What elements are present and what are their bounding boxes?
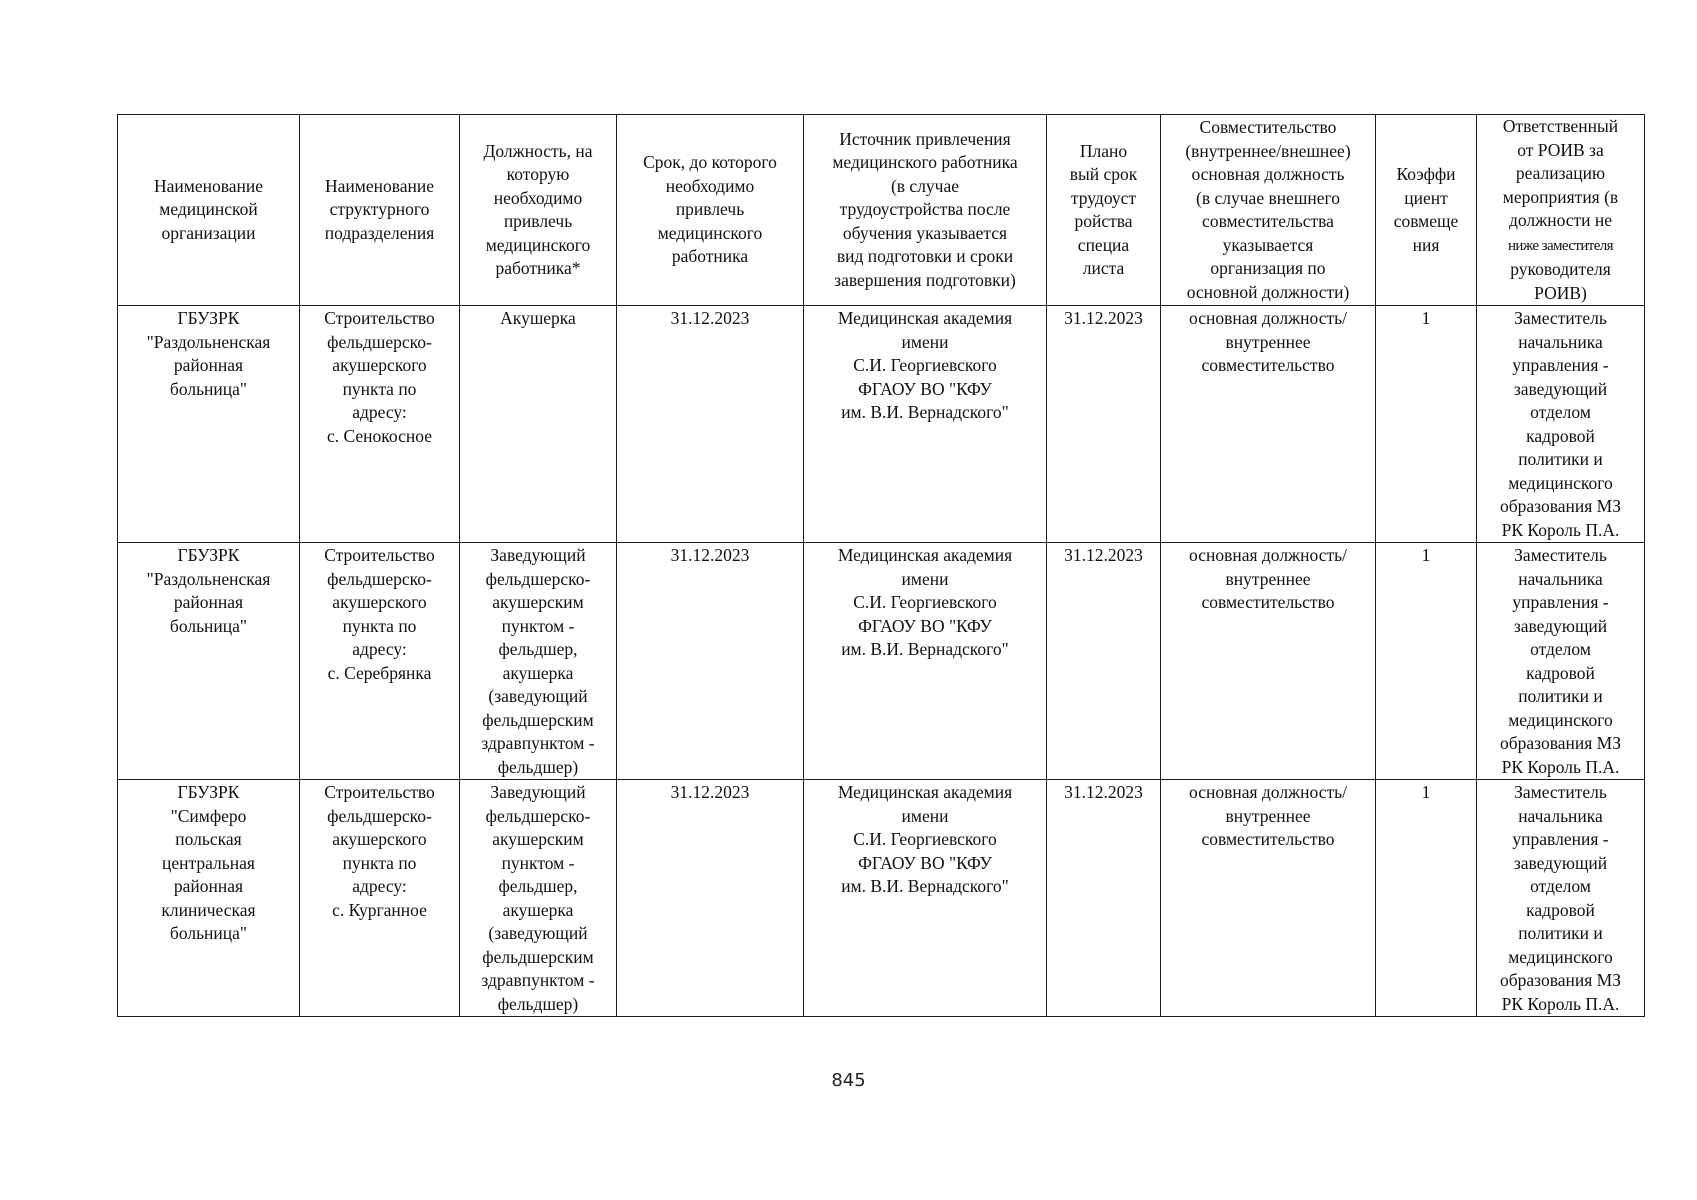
cell-planned-date-text: 31.12.2023 — [1064, 308, 1143, 328]
cell-combination — [1161, 543, 1376, 780]
cell-deadline — [617, 306, 804, 543]
header-responsible-text-2: ниже заместителя — [1508, 237, 1613, 254]
table-row — [118, 543, 1645, 780]
header-division — [300, 115, 460, 306]
header-planned-date — [1047, 115, 1161, 306]
cell-combination-text: основная должность/ внутреннее совместительство — [1189, 782, 1347, 849]
header-deadline-text: Срок, до которого необходимо привлечь медицинского работника — [643, 152, 777, 267]
table-row — [118, 780, 1645, 1017]
cell-source — [804, 306, 1047, 543]
header-position — [460, 115, 617, 306]
cell-deadline-text: 31.12.2023 — [670, 782, 750, 802]
header-responsible-text-1: Ответственный от РОИВ за реализацию мероприятия (в должности не — [1502, 116, 1619, 230]
cell-position — [460, 780, 617, 1017]
cell-planned-date-text: 31.12.2023 — [1064, 782, 1143, 802]
cell-responsible-text: Заместитель начальника управления - заведующий отделом кадровой политики и медицинского образования МЗ РК Король П.А. — [1499, 545, 1621, 777]
cell-organization-text: ГБУЗРК "Раздольненская районная больница" — [146, 308, 271, 399]
cell-division-text: Строительство фельдшерско- акушерского пункта по адресу: с. Серебрянка — [324, 545, 435, 683]
cell-organization — [118, 306, 300, 543]
cell-coefficient-text: 1 — [1421, 782, 1431, 802]
header-combination-text: Совместительство (внутреннее/внешнее) основная должность (в случае внешнего совместительства указывается организация по основной должности) — [1185, 117, 1351, 302]
cell-combination-text: основная должность/ внутреннее совместительство — [1189, 308, 1347, 375]
cell-responsible — [1477, 780, 1645, 1017]
cell-deadline-text: 31.12.2023 — [670, 545, 750, 565]
header-responsible-text-3: руководителя РОИВ) — [1510, 259, 1611, 303]
header-organization-text: Наименование медицинской организации — [153, 175, 264, 243]
header-division-text: Наименование структурного подразделения — [324, 175, 435, 243]
table-row — [118, 306, 1645, 543]
header-position-text: Должность, на которую необходимо привлечь медицинского работника* — [483, 140, 593, 278]
header-planned-date-text: Плано вый срок трудоуст ройства специа листа — [1069, 140, 1138, 278]
cell-coefficient — [1376, 543, 1477, 780]
cell-organization — [118, 780, 300, 1017]
page-number: 845 — [831, 1070, 866, 1091]
header-coefficient-text: Коэффи циент совмеще ния — [1393, 164, 1459, 255]
header-source-text: Источник привлечения медицинского работника (в случае трудоустройства после обучения указывается вид подготовки и сроки завершения подготовки) — [832, 128, 1018, 290]
cell-responsible-text: Заместитель начальника управления - заведующий отделом кадровой политики и медицинского образования МЗ РК Король П.А. — [1499, 782, 1621, 1014]
cell-combination-text: основная должность/ внутреннее совместительство — [1189, 545, 1347, 612]
header-combination — [1161, 115, 1376, 306]
cell-deadline — [617, 543, 804, 780]
cell-responsible — [1477, 543, 1645, 780]
cell-planned-date — [1047, 306, 1161, 543]
cell-position-text: Заведующий фельдшерско- акушерским пунктом - фельдшер, акушерка (заведующий фельдшерским здравпунктом - фельдшер) — [481, 545, 595, 777]
cell-organization — [118, 543, 300, 780]
cell-planned-date — [1047, 543, 1161, 780]
cell-organization-text: ГБУЗРК "Раздольненская районная больница" — [146, 545, 271, 636]
cell-organization-text: ГБУЗРК "Симферо польская центральная районная клиническая больница" — [161, 782, 256, 943]
cell-position-text: Заведующий фельдшерско- акушерским пунктом - фельдшер, акушерка (заведующий фельдшерским здравпунктом - фельдшер) — [481, 782, 595, 1014]
header-deadline — [617, 115, 804, 306]
cell-coefficient-text: 1 — [1421, 308, 1431, 328]
table-header-row — [118, 115, 1645, 306]
cell-division — [300, 780, 460, 1017]
cell-coefficient — [1376, 780, 1477, 1017]
cell-combination — [1161, 306, 1376, 543]
header-organization — [118, 115, 300, 306]
cell-division — [300, 543, 460, 780]
header-source — [804, 115, 1047, 306]
cell-responsible — [1477, 306, 1645, 543]
cell-position-text: Акушерка — [500, 308, 576, 328]
cell-position — [460, 543, 617, 780]
cell-combination — [1161, 780, 1376, 1017]
cell-source — [804, 780, 1047, 1017]
cell-position — [460, 306, 617, 543]
cell-coefficient — [1376, 306, 1477, 543]
cell-source-text: Медицинская академия имени С.И. Георгиевского ФГАОУ ВО "КФУ им. В.И. Вернадского" — [837, 545, 1013, 659]
cell-planned-date — [1047, 780, 1161, 1017]
cell-source — [804, 543, 1047, 780]
header-coefficient — [1376, 115, 1477, 306]
cell-coefficient-text: 1 — [1421, 545, 1431, 565]
cell-planned-date-text: 31.12.2023 — [1064, 545, 1143, 565]
cell-source-text: Медицинская академия имени С.И. Георгиевского ФГАОУ ВО "КФУ им. В.И. Вернадского" — [837, 782, 1013, 896]
cell-division — [300, 306, 460, 543]
cell-deadline — [617, 780, 804, 1017]
cell-source-text: Медицинская академия имени С.И. Георгиевского ФГАОУ ВО "КФУ им. В.И. Вернадского" — [837, 308, 1013, 422]
cell-division-text: Строительство фельдшерско- акушерского пункта по адресу: с. Сенокосное — [324, 308, 435, 446]
header-responsible — [1477, 115, 1645, 306]
cell-responsible-text: Заместитель начальника управления - заведующий отделом кадровой политики и медицинского образования МЗ РК Король П.А. — [1499, 308, 1621, 540]
staffing-table — [117, 114, 1645, 1017]
cell-division-text: Строительство фельдшерско- акушерского пункта по адресу: с. Курганное — [324, 782, 435, 920]
cell-deadline-text: 31.12.2023 — [670, 308, 750, 328]
